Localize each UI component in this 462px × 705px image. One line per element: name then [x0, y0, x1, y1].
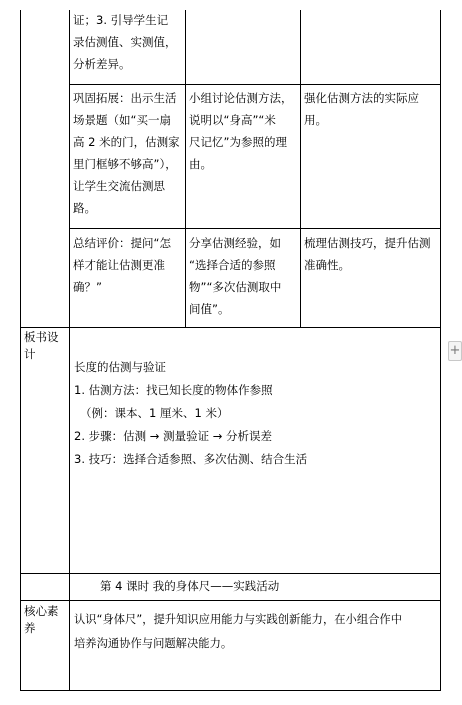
text-line: 场景题（如“买一扇: [73, 113, 171, 127]
text-line: 里门框够不够高”），: [73, 157, 177, 171]
text-line: 样才能让估测更准: [73, 258, 165, 272]
row-line-r2: [69, 228, 441, 229]
text-line: “选择合适的参照: [189, 258, 276, 272]
intent-cell-r2: [304, 87, 438, 131]
lesson4-heading: 第 4 课时 我的身体尺——实践活动: [100, 579, 280, 593]
text-line: 分享估测经验，如: [189, 236, 281, 250]
text-line: 小组讨论估测方法，: [189, 91, 293, 105]
text-line: 说明以“身高”“米: [189, 113, 276, 127]
table-divider-col3: [300, 10, 301, 327]
board-title: 长度的估测与验证: [74, 360, 166, 374]
table-border-left: [20, 10, 21, 691]
text-line: 分析差异。: [73, 57, 131, 71]
student-cell-r2: [189, 87, 297, 175]
table-divider-col2: [185, 10, 186, 327]
text-line: 确？”: [73, 280, 102, 294]
intent-cell-r3: [304, 232, 438, 276]
text-line: 板书设: [24, 330, 59, 344]
text-line: 录估测值、实测值，: [73, 35, 177, 49]
text-line: 路。: [73, 201, 96, 215]
text-line: 培养沟通协作与问题解决能力。: [74, 637, 233, 650]
activity-cell-r2: [73, 87, 185, 219]
text-line: 间值”。: [189, 302, 230, 316]
text-line: 证；3. 引导学生记: [73, 13, 169, 27]
row-line-core: [20, 600, 441, 601]
core-text: [74, 608, 438, 656]
activity-cell-r3: [73, 232, 185, 298]
text-line: 计: [24, 347, 36, 361]
row-line-board: [20, 327, 441, 328]
student-cell-r3: [189, 232, 297, 320]
text-line: 让学生交流估测思: [73, 179, 165, 193]
table-border-right: [440, 10, 441, 691]
activity-cell-r1: [73, 9, 185, 75]
row-line-lesson4: [20, 573, 441, 574]
board-line-4: 3. 技巧：选择合适参照、多次估测、结合生活: [74, 452, 308, 466]
table-border-bottom: [20, 690, 441, 691]
text-line: 强化估测方法的实际应: [304, 91, 419, 105]
text-line: 用。: [304, 113, 327, 127]
add-row-button[interactable]: +: [448, 341, 462, 361]
text-line: 核心素: [24, 604, 59, 618]
text-line: 准确性。: [304, 258, 350, 272]
board-line-1: 1. 估测方法：找已知长度的物体作参照: [74, 383, 273, 397]
text-line: 由。: [189, 157, 212, 171]
text-line: 认识“身体尺”，提升知识应用能力与实践创新能力，在小组合作中: [74, 613, 403, 626]
text-line: 巩固拓展：出示生活: [73, 91, 177, 105]
board-line-2: （例：课本、1 厘米、1 米）: [80, 406, 229, 420]
row-line-r1: [69, 84, 441, 85]
text-line: 高 2 米的门，估测家: [73, 135, 180, 149]
board-label: [24, 329, 68, 363]
text-line: 物”“多次估测取中: [189, 280, 282, 294]
text-line: 尺记忆”为参照的理: [189, 135, 287, 149]
board-line-3: 2. 步骤：估测 → 测量验证 → 分析误差: [74, 429, 273, 443]
text-line: 总结评价：提问“怎: [73, 236, 171, 250]
core-label: [24, 603, 68, 637]
text-line: 养: [24, 621, 36, 635]
text-line: 梳理估测技巧，提升估测: [304, 236, 431, 250]
table-divider-label: [69, 10, 70, 691]
